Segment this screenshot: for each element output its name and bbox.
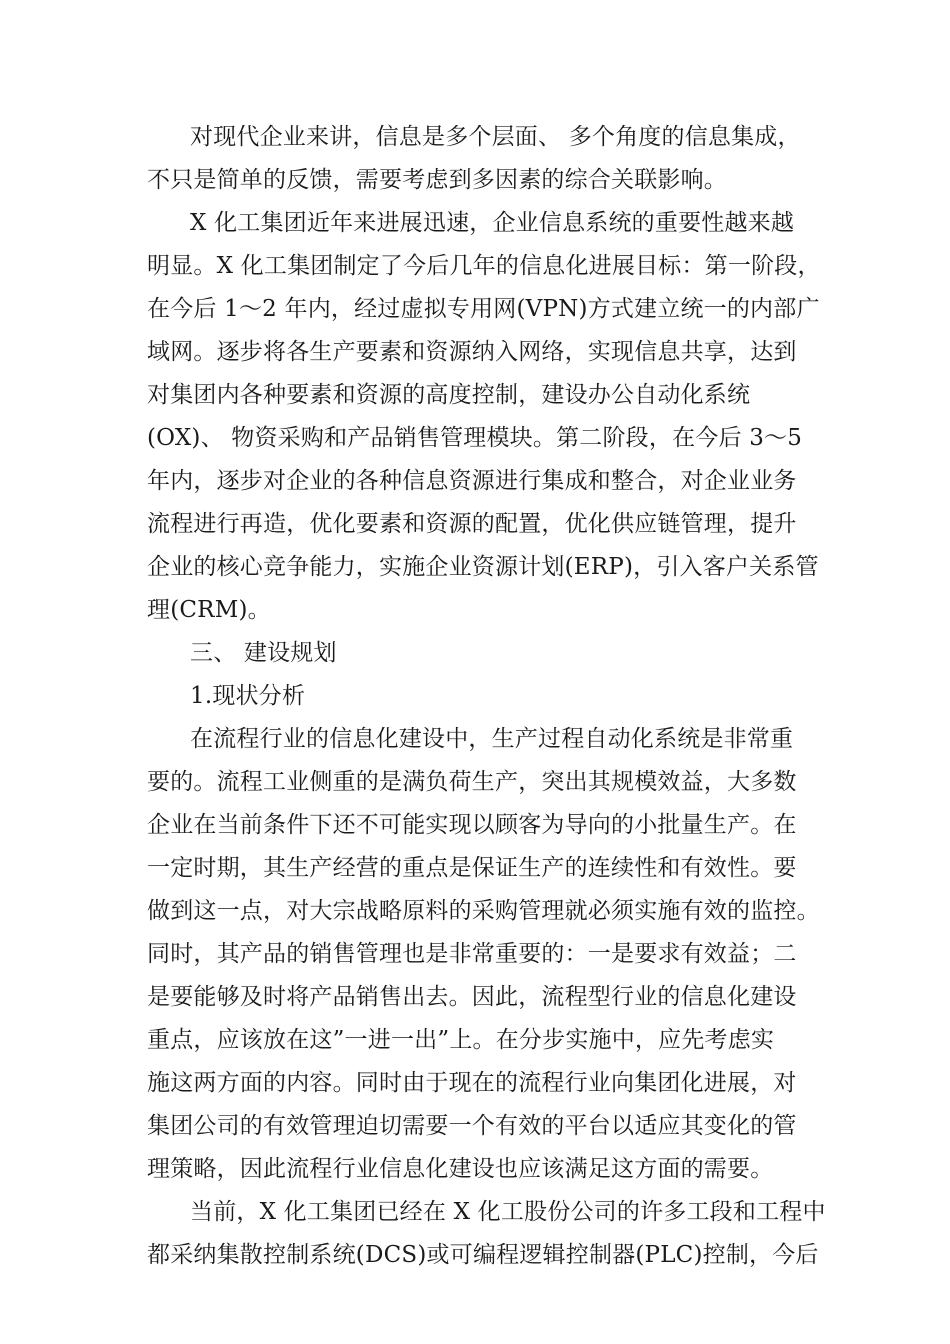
paragraph-line: 一定时期，其生产经营的重点是保证生产的连续性和有效性。要 bbox=[147, 855, 797, 881]
paragraph-line: 当前，X 化工集团已经在 X 化工股份公司的许多工段和工程中 bbox=[190, 1199, 826, 1225]
paragraph-line: 同时，其产品的销售管理也是非常重要的：一是要求有效益；二 bbox=[147, 941, 797, 967]
paragraph-line: 企业在当前条件下还不可能实现以顾客为导向的小批量生产。在 bbox=[147, 812, 797, 838]
subsection-heading: 1.现状分析 bbox=[190, 683, 306, 709]
paragraph-line: 理策略，因此流程行业信息化建设也应该满足这方面的需要。 bbox=[147, 1156, 774, 1182]
paragraph-line: 是要能够及时将产品销售出去。因此，流程型行业的信息化建设 bbox=[147, 984, 797, 1010]
section-heading: 三、 建设规划 bbox=[190, 640, 337, 666]
paragraph-line: 年内，逐步对企业的各种信息资源进行集成和整合，对企业业务 bbox=[147, 468, 797, 494]
paragraph-line: 施这两方面的内容。同时由于现在的流程行业向集团化进展，对 bbox=[147, 1070, 797, 1096]
paragraph-line: 明显。X 化工集团制定了今后几年的信息化进展目标：第一阶段， bbox=[147, 253, 821, 279]
paragraph-line: 企业的核心竞争能力，实施企业资源计划(ERP)，引入客户关系管 bbox=[147, 554, 819, 580]
paragraph-line: X 化工集团近年来进展迅速，企业信息系统的重要性越来越 bbox=[190, 210, 795, 236]
paragraph-line: 域网。逐步将各生产要素和资源纳入网络，实现信息共享，达到 bbox=[147, 339, 797, 365]
paragraph-line: 对现代企业来讲，信息是多个层面、 多个角度的信息集成， bbox=[190, 124, 801, 150]
paragraph-line: 对集团内各种要素和资源的高度控制，建设办公自动化系统 bbox=[147, 382, 751, 408]
paragraph-line: 集团公司的有效管理迫切需要一个有效的平台以适应其变化的管 bbox=[147, 1113, 797, 1139]
paragraph-line: 做到这一点，对大宗战略原料的采购管理就必须实施有效的监控。 bbox=[147, 898, 820, 924]
paragraph-line: 不只是简单的反馈，需要考虑到多因素的综合关联影响。 bbox=[147, 167, 727, 193]
paragraph-line: (OX)、 物资采购和产品销售管理模块。第二阶段，在今后 3～5 bbox=[147, 425, 803, 451]
paragraph-line: 都采纳集散控制系统(DCS)或可编程逻辑控制器(PLC)控制，今后 bbox=[147, 1242, 819, 1268]
paragraph-line: 重点，应该放在这”一进一出”上。在分步实施中，应先考虑实 bbox=[147, 1027, 775, 1053]
paragraph-line: 流程进行再造，优化要素和资源的配置，优化供应链管理，提升 bbox=[147, 511, 797, 537]
paragraph-line: 在流程行业的信息化建设中，生产过程自动化系统是非常重 bbox=[190, 726, 794, 752]
paragraph-line: 要的。流程工业侧重的是满负荷生产，突出其规模效益，大多数 bbox=[147, 769, 797, 795]
paragraph-line: 理(CRM)。 bbox=[147, 597, 271, 623]
paragraph-line: 在今后 1～2 年内，经过虚拟专用网(VPN)方式建立统一的内部广 bbox=[147, 296, 820, 322]
